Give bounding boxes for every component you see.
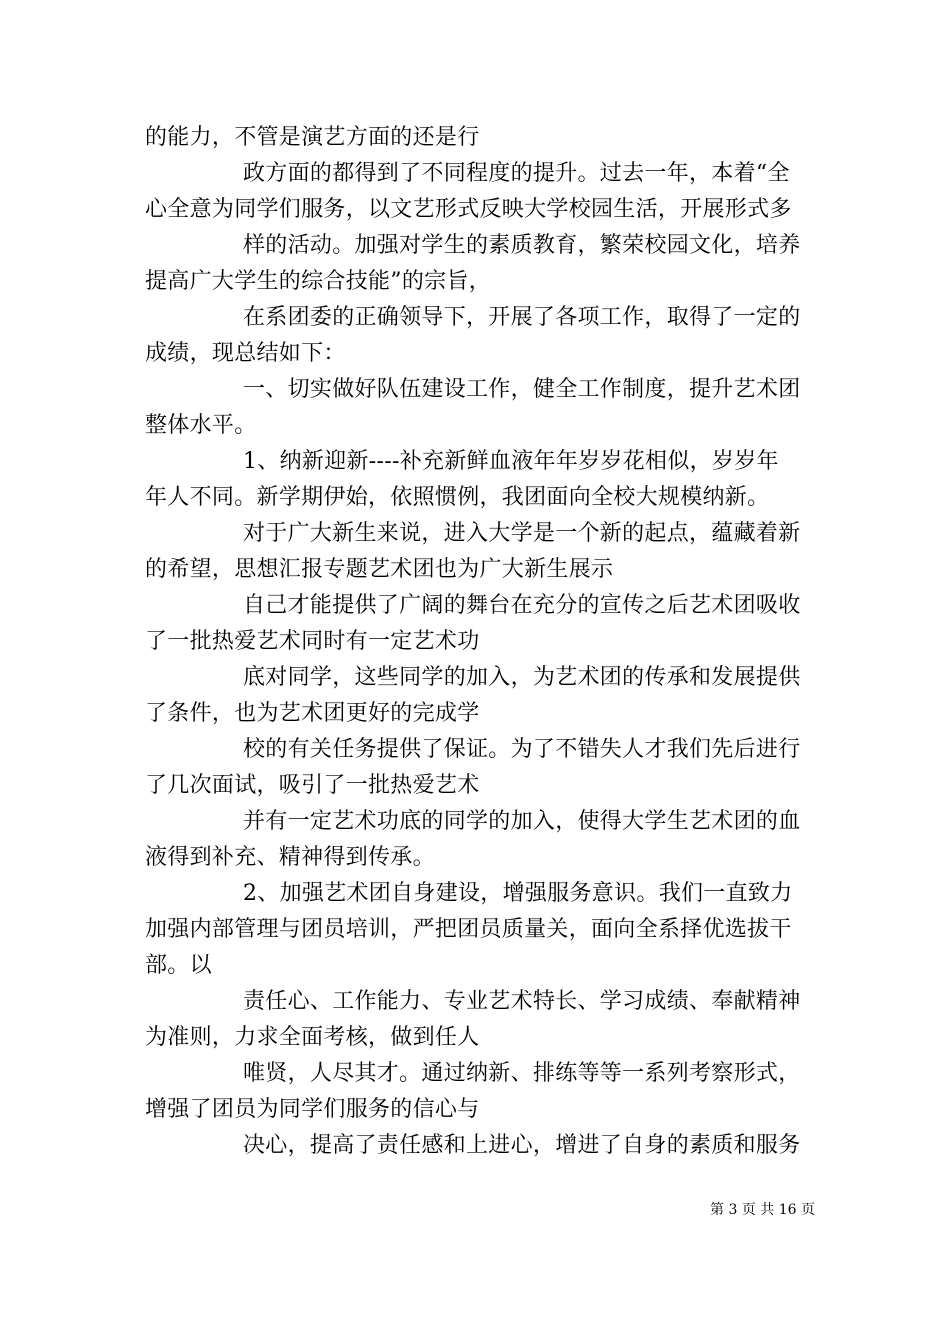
text-line: 加强内部管理与团员培训，严把团员质量关，面向全系择优选拔干 — [145, 917, 792, 942]
text-line: 年人不同。新学期伊始，依照惯例，我团面向全校大规模纳新。 — [145, 485, 770, 510]
text-line: 为准则，力求全面考核，做到任人 — [145, 1025, 480, 1050]
text-line: 的希望，思想汇报专题艺术团也为广大新生展示 — [145, 557, 614, 582]
page-number: 第 3 页 共 16 页 — [710, 1202, 815, 1218]
text-line: 样的活动。加强对学生的素质教育，繁荣校园文化，培养 — [243, 233, 801, 258]
text-line: 自己才能提供了广阔的舞台在充分的宣传之后艺术团吸收 — [243, 593, 801, 618]
text-line: 的能力，不管是演艺方面的还是行 — [145, 125, 480, 150]
text-line: 了几次面试，吸引了一批热爱艺术 — [145, 773, 480, 798]
text-line: 提高广大学生的综合技能”的宗旨， — [145, 269, 492, 294]
text-line: 对于广大新生来说，进入大学是一个新的起点，蕴藏着新 — [243, 521, 801, 546]
text-line: 了条件，也为艺术团更好的完成学 — [145, 701, 480, 726]
text-line: 责任心、工作能力、专业艺术特长、学习成绩、奉献精神 — [243, 989, 801, 1014]
text-line: 整体水平。 — [145, 413, 257, 438]
text-line: 并有一定艺术功底的同学的加入，使得大学生艺术团的血 — [243, 809, 801, 834]
text-line: 2、加强艺术团自身建设，增强服务意识。我们一直致力 — [243, 881, 793, 906]
text-line: 底对同学，这些同学的加入，为艺术团的传承和发展提供 — [243, 665, 801, 690]
text-line: 决心，提高了责任感和上进心，增进了自身的素质和服务 — [243, 1133, 801, 1158]
text-line: 了一批热爱艺术同时有一定艺术功 — [145, 629, 480, 654]
text-line: 成绩，现总结如下： — [145, 341, 346, 366]
text-line: 校的有关任务提供了保证。为了不错失人才我们先后进行 — [243, 737, 801, 762]
document-body — [145, 120, 810, 1164]
text-line: 1、纳新迎新----补充新鲜血液年年岁岁花相似，岁岁年 — [243, 449, 779, 474]
text-line: 一、切实做好队伍建设工作，健全工作制度，提升艺术团 — [243, 377, 801, 402]
text-line: 政方面的都得到了不同程度的提升。过去一年，本着“全 — [243, 161, 790, 186]
text-line: 增强了团员为同学们服务的信心与 — [145, 1097, 480, 1122]
text-line: 心全意为同学们服务，以文艺形式反映大学校园生活，开展形式多 — [145, 197, 792, 222]
text-line: 唯贤，人尽其才。通过纳新、排练等等一系列考察形式， — [243, 1061, 801, 1086]
text-line: 液得到补充、精神得到传承。 — [145, 845, 435, 870]
text-line: 在系团委的正确领导下，开展了各项工作，取得了一定的 — [243, 305, 801, 330]
text-line: 部。以 — [145, 953, 212, 978]
